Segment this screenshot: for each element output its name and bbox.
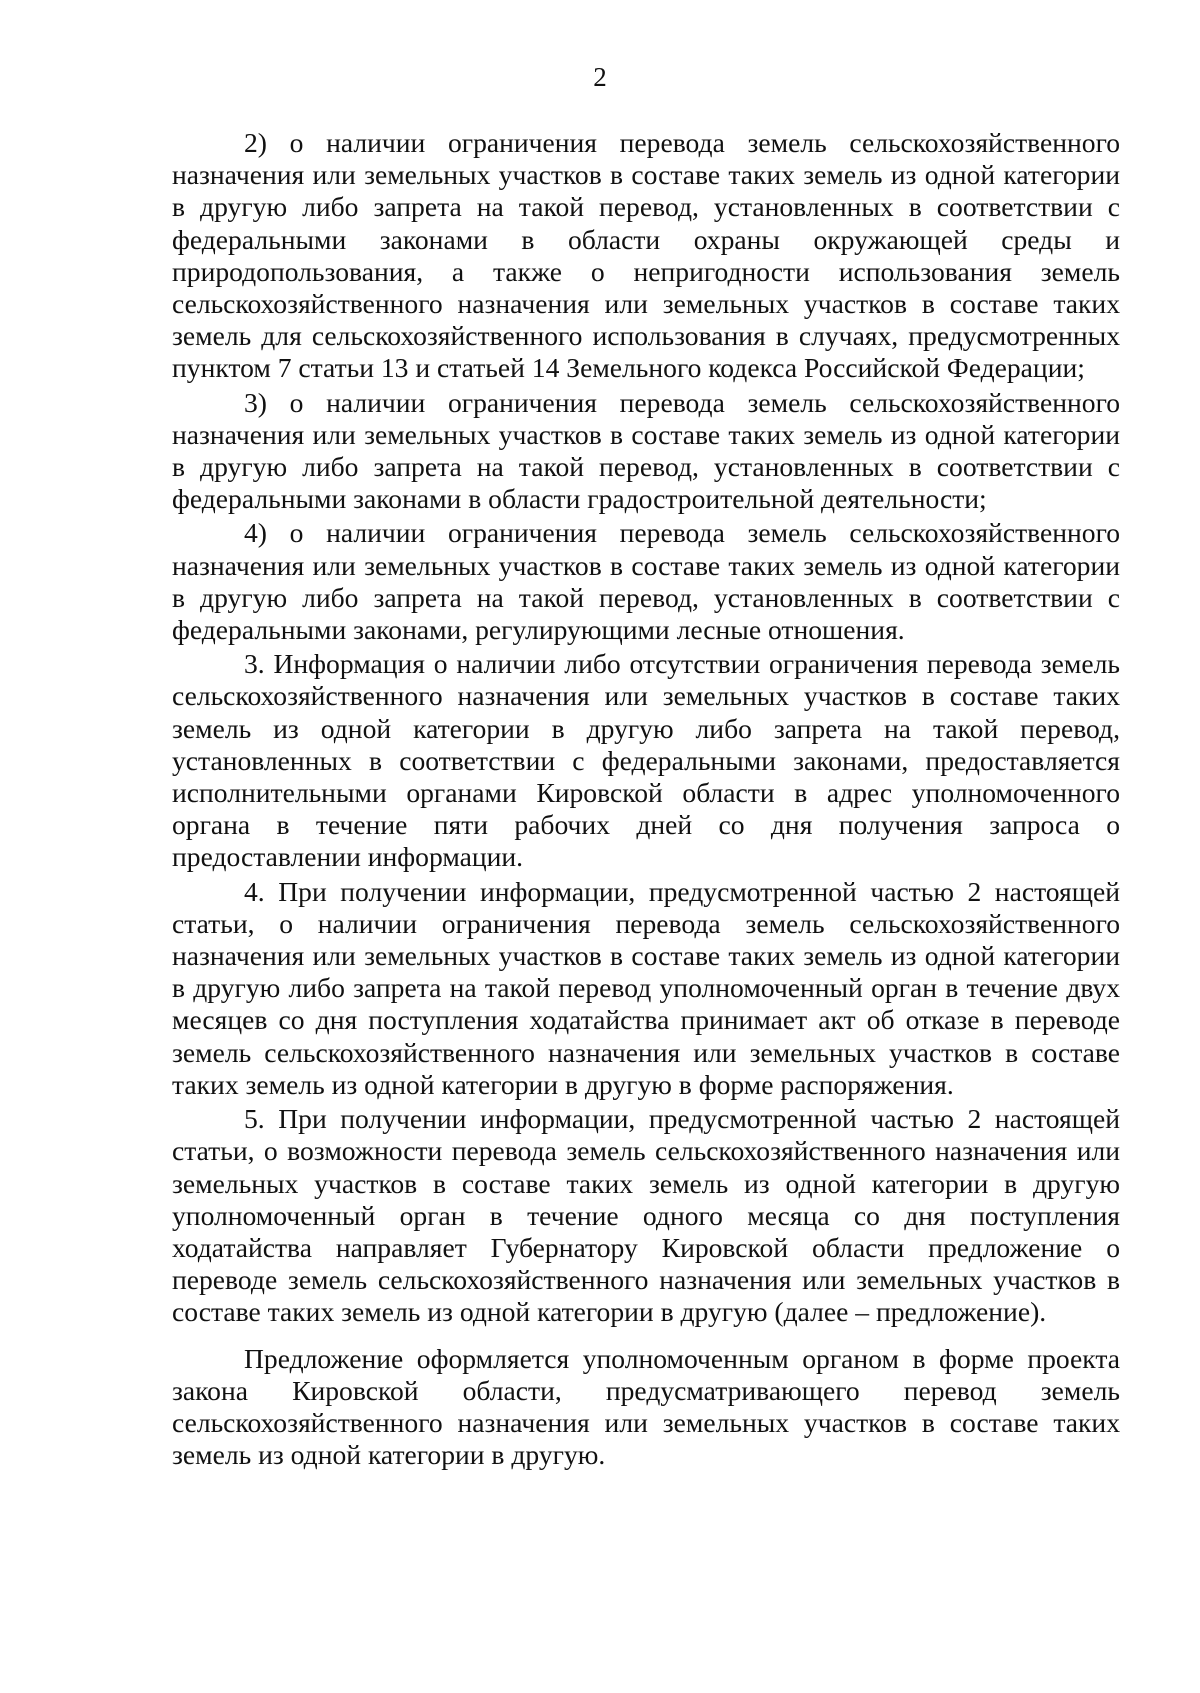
page-number: 2 bbox=[593, 62, 607, 92]
paragraph-part-3: 3. Информация о наличии либо отсутствии ограничения перевода земель сельскохозяйственного назначения или земельных участков в составе таких земель из одной категории в другую либо запрета на такой перевод, установленных в соответствии с федеральными законами, предоставляется исполнительными органами Кировской области в адрес уполномоченного органа в течение пяти рабочих дней со дня получения запроса о предоставлении информации. bbox=[172, 648, 1120, 873]
document-body bbox=[172, 127, 1120, 1471]
paragraph-item-4: 4) о наличии ограничения перевода земель сельскохозяйственного назначения или земельных участков в составе таких земель из одной категории в другую либо запрета на такой перевод, установленных в соответствии с федеральными законами, регулирующими лесные отношения. bbox=[172, 517, 1120, 646]
paragraph-item-3: 3) о наличии ограничения перевода земель сельскохозяйственного назначения или земельных участков в составе таких земель из одной категории в другую либо запрета на такой перевод, установленных в соответствии с федеральными законами в области градостроительной деятельности; bbox=[172, 386, 1120, 515]
paragraph-proposal: Предложение оформляется уполномоченным органом в форме проекта закона Кировской области, предусматривающего перевод земель сельскохозяйственного назначения или земельных участков в составе таких земель из одной категории в другую. bbox=[172, 1342, 1120, 1471]
paragraph-item-2: 2) о наличии ограничения перевода земель сельскохозяйственного назначения или земельных участков в составе таких земель из одной категории в другую либо запрета на такой перевод, установленных в соответствии с федеральными законами в области охраны окружающей среды и природопользования, а также о непригодности использования земель сельскохозяйственного назначения или земельных участков в составе таких земель для сельскохозяйственного использования в случаях, предусмотренных пунктом 7 статьи 13 и статьей 14 Земельного кодекса Российской Федерации; bbox=[172, 127, 1120, 384]
paragraph-part-4: 4. При получении информации, предусмотренной частью 2 настоящей статьи, о наличии ограничения перевода земель сельскохозяйственного назначения или земельных участков в составе таких земель из одной категории в другую либо запрета на такой перевод уполномоченный орган в течение двух месяцев со дня поступления ходатайства принимает акт об отказе в переводе земель сельскохозяйственного назначения или земельных участков в составе таких земель из одной категории в другую в форме распоряжения. bbox=[172, 875, 1120, 1100]
paragraph-part-5: 5. При получении информации, предусмотренной частью 2 настоящей статьи, о возможности перевода земель сельскохозяйственного назначения или земельных участков в составе таких земель из одной категории в другую уполномоченный орган в течение одного месяца со дня поступления ходатайства направляет Губернатору Кировской области предложение о переводе земель сельскохозяйственного назначения или земельных участков в составе таких земель из одной категории в другую (далее – предложение). bbox=[172, 1103, 1120, 1328]
